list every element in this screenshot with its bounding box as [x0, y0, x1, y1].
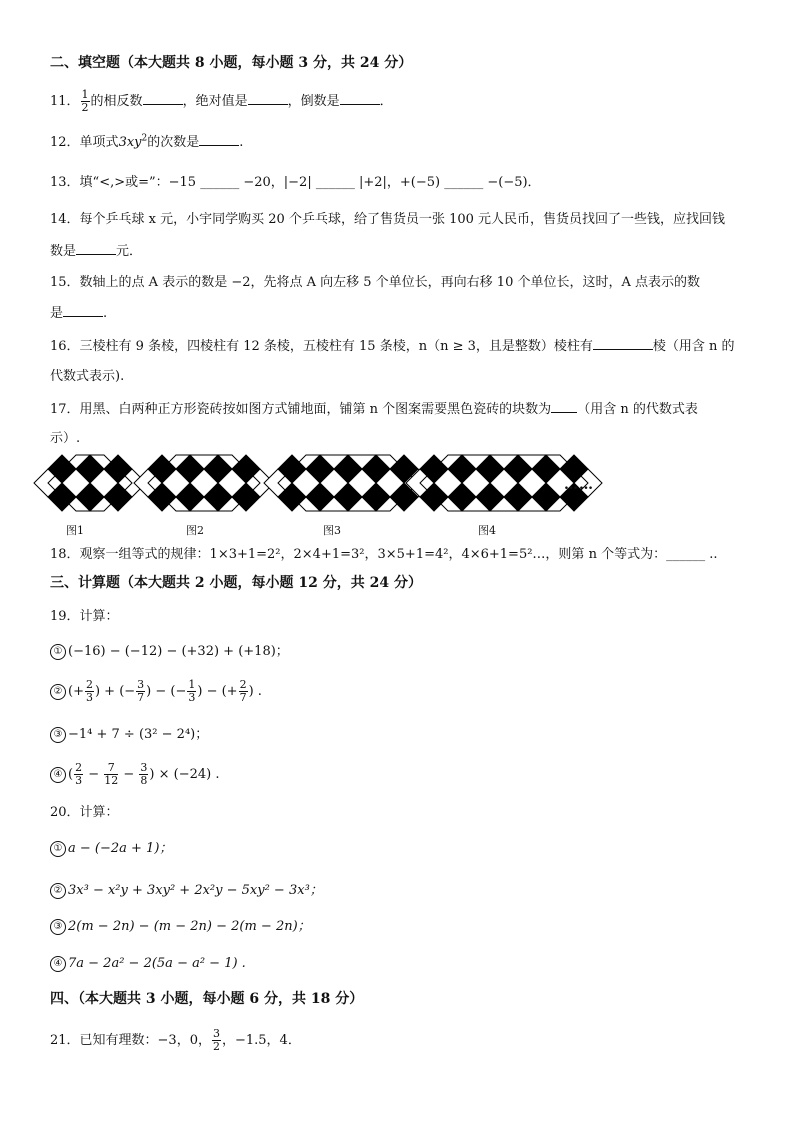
question-19-head: 19．计算：: [50, 609, 119, 624]
section-3-title: 三、计算题（本大题共 2 小题，每小题 12 分，共 24 分）: [50, 575, 422, 591]
q20-part-4: ④ 7a − 2a² − 2(5a − a² − 1) .: [50, 955, 246, 973]
figure-label-4: 图4: [478, 524, 496, 537]
figure-label-3: 图3: [323, 524, 341, 537]
continuation-dots: ……: [564, 477, 594, 493]
question-17-line2: 示）.: [50, 431, 81, 446]
question-12: 12．单项式$3xy^2$的次数是 .: [50, 133, 244, 150]
question-18: 18．观察一组等式的规律：1×3+1=2²，2×4+1=3²，3×5+1=4²，4×6+1=5²…，则第 n 个等式为：______ ..: [50, 547, 718, 562]
question-20-head: 20．计算：: [50, 805, 119, 820]
question-15-line1: 15．数轴上的点 A 表示的数是 −2，先将点 A 向左移 5 个单位长，再向右移 10 个单位长，这时，A 点表示的数: [50, 275, 701, 290]
tile-pattern-figures: [0, 450, 794, 520]
q19-part-1: ① (−16) − (−12) − (+32) + (+18)；: [50, 643, 289, 661]
q20-part-3: ③ 2(m − 2n) − (m − 2n) − 2(m − 2n)；: [50, 918, 311, 936]
question-11: 11． $\frac{1}{2}$ 的相反数 ，绝对值是 ，倒数是 ．: [50, 88, 393, 114]
figure-label-2: 图2: [186, 524, 204, 537]
figure-label-1: 图1: [66, 524, 84, 537]
q19-part-3: ③ −1⁴ + 7 ÷ (3² − 2⁴)；: [50, 726, 208, 744]
q20-part-1: ① a − (−2a + 1)；: [50, 840, 172, 858]
tile-figure-2: [134, 455, 274, 511]
question-15-line2: 是 .: [50, 306, 108, 321]
q19-part-4: ④ ( $\frac{2}{3}$ − $\frac{7}{12}$ − $\frac{3}{8}$ ) × (−24) .: [50, 762, 220, 787]
q20-part-2: ② 3x³ − x²y + 3xy² + 2x²y − 5xy² − 3x³；: [50, 882, 323, 900]
section-2-title: 二、填空题（本大题共 8 小题，每小题 3 分，共 24 分）: [50, 55, 413, 71]
fraction: $\frac{1}{2}$: [81, 88, 89, 114]
tile-figure-1: [34, 455, 146, 511]
question-16-line1: 16．三棱柱有 9 条棱，四棱柱有 12 条棱，五棱柱有 15 条棱，n（n ≥ 3，且是整数）棱柱有 棱（用含 n 的: [50, 339, 735, 354]
section-4-title: 四、（本大题共 3 小题，每小题 6 分，共 18 分）: [50, 991, 364, 1007]
question-21: 21．已知有理数：−3，0， $\frac{3}{2}$ ，−1.5，4．: [50, 1027, 301, 1053]
question-14-line1: 14．每个乒乓球 x 元，小宇同学购买 20 个乒乓球，给了售货员一张 100 元人民币，售货员找回了一些钱，应找回钱: [50, 212, 726, 227]
question-16-line2: 代数式表示).: [50, 369, 125, 384]
question-17-line1: 17．用黑、白两种正方形瓷砖按如图方式铺地面，铺第 n 个图案需要黑色瓷砖的块数为 （用含 n 的代数式表: [50, 402, 698, 417]
question-14-line2: 数是 元．: [50, 244, 143, 259]
question-13: 13．填“<,>或=”：−15 ______ −20，|−2| ______ |+2|，+(−5) ______ −(−5)．: [50, 175, 541, 190]
q19-part-2: ② (+ $\frac{2}{3}$ ) + (− $\frac{3}{7}$ ) − (− $\frac{1}{3}$ ) − (+ $\frac{2}{7}$ ) .: [50, 679, 262, 704]
